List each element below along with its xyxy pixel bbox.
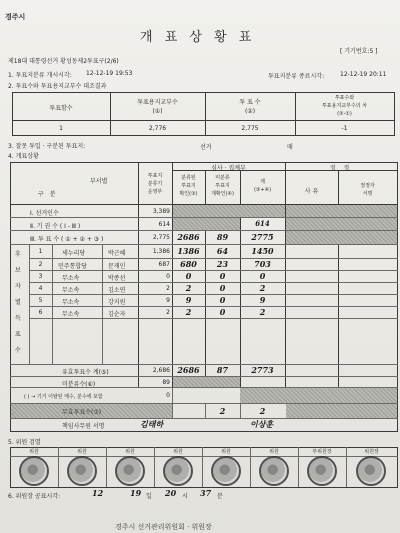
candidate-number: 6 [38, 309, 43, 316]
correction-column-header: 정 정 [329, 165, 353, 172]
announce-day-unit: 일 [146, 493, 152, 500]
section5-title: 5. 위원 검열 [8, 439, 41, 446]
candidate-name: 김순자 [108, 311, 126, 318]
candidate-total: 9 [259, 295, 266, 305]
candidate-party: 무소속 [62, 287, 80, 294]
candidate-reviewed: 9 [185, 295, 192, 305]
election-name: 제18대 대통령선거 황성동제2투표구(2/6) [8, 58, 119, 65]
member-label: 위원 [29, 449, 39, 455]
candidate-reviewed: 680 [180, 259, 197, 269]
votes-value: 2,775 [152, 234, 170, 241]
seal-stamp [115, 456, 145, 486]
candidate-total: 2 [259, 283, 266, 293]
candidate-party: 무소속 [62, 311, 80, 318]
candidate-section-label: 후보자별득표수 [15, 251, 21, 354]
electorate-label: Ⅰ. 선거인수 [30, 210, 59, 217]
candidate-classifier: 0 [166, 273, 170, 280]
electorate-value: 3,389 [152, 208, 170, 215]
section3-unit: 매 [287, 144, 293, 151]
end-time-label: 투표지분류 종료시각: [268, 73, 325, 80]
candidate-rechecked: 0 [219, 295, 226, 305]
category-column-header: 구 분 [38, 191, 58, 198]
candidate-classifier: 687 [158, 261, 170, 268]
candidate-classifier: 2 [166, 309, 170, 316]
invalid-votes-label: 무효투표수(⑦) [62, 409, 102, 416]
correction-reason-header: 사 유 [304, 188, 319, 195]
candidate-number: 1 [38, 248, 43, 255]
footer-text: 경주시 선거관리위원회 · 위원장 [115, 523, 212, 531]
votes-rechecked: 89 [216, 232, 229, 242]
candidate-reviewed: 2 [185, 307, 192, 317]
member-label: 위원 [173, 449, 183, 455]
issued-ballots-header: 투표용지교부수 (①) [137, 99, 178, 115]
candidate-party: 민주통합당 [58, 263, 87, 270]
member-label: 위원 [77, 449, 87, 455]
candidate-party: 새누리당 [62, 250, 86, 257]
candidate-name: 박근혜 [108, 250, 126, 257]
responsible-staff-signature: 김태하 [140, 419, 164, 429]
responsible-staff-label: 책임사무원 서명 [62, 423, 105, 430]
ejected-value: 0 [166, 392, 170, 399]
difference-value: -1 [341, 125, 348, 132]
announce-day: 19 [130, 488, 142, 498]
abstention-value: 614 [158, 221, 170, 228]
ejected-label: ( ) → 기기 이탈된 매수, 분수에 포함 [24, 394, 103, 400]
region-name: 경주시 [5, 13, 26, 21]
seal-stamp [307, 456, 337, 486]
responsible-staff-signature-2: 이상훈 [250, 419, 274, 429]
candidate-total: 0 [259, 271, 266, 281]
candidate-party: 무소속 [62, 275, 80, 282]
votes-reviewed: 2686 [177, 232, 200, 242]
ballot-box-count-header: 투표함수 [49, 105, 73, 112]
review-sub-header-3: 계 (③+④) [253, 179, 272, 193]
section3-election: 선거 [200, 144, 212, 151]
start-time-label: 1. 투표지분류 개시시각: [8, 72, 72, 79]
seal-stamp [19, 456, 49, 486]
candidate-rechecked: 0 [219, 271, 226, 281]
valid-votes-rechecked: 87 [216, 365, 229, 375]
review-sub-header-2: 미분류 투표지 재확인(④) [211, 175, 234, 197]
announce-hour: 20 [165, 488, 177, 498]
candidate-rechecked: 23 [216, 259, 229, 269]
member-label: 위원 [221, 449, 231, 455]
announce-minute-unit: 분 [217, 493, 223, 500]
unclassified-value: 89 [162, 379, 170, 386]
review-column-header: 심사 · 집계부 [211, 165, 246, 172]
candidate-rechecked: 0 [219, 283, 226, 293]
start-time: 12-12-19 19:53 [86, 70, 133, 77]
vice-chair-label: 부위원장 [312, 449, 332, 455]
review-sub-header-1: 분류된 투표지 확인(③) [179, 175, 198, 197]
invalid-votes-total: 2 [259, 406, 266, 416]
classifier-column-header: 투표지 분류기 운영부 [147, 173, 163, 195]
votes-total: 2775 [251, 232, 274, 242]
candidate-number: 3 [38, 273, 43, 280]
candidate-classifier: 2 [166, 285, 170, 292]
candidate-total: 1450 [251, 246, 274, 256]
page-title: 개 표 상 황 표 [140, 30, 256, 45]
seal-stamp [259, 456, 289, 486]
announce-minute: 37 [200, 488, 212, 498]
abstention-total: 614 [255, 219, 270, 228]
candidate-reviewed: 0 [185, 271, 192, 281]
valid-votes-label: 유효투표수 계(⑤) [62, 369, 109, 376]
candidate-total: 703 [254, 259, 271, 269]
valid-votes-total: 2773 [251, 365, 274, 375]
votes-cast: 2,775 [241, 125, 259, 132]
candidate-classifier: 1,386 [152, 248, 170, 255]
candidate-total: 2 [259, 307, 266, 317]
candidate-name: 김소연 [108, 287, 126, 294]
seal-stamp [163, 456, 193, 486]
votes-label: Ⅲ. 투 표 수 ( ① + ② + ③ ) [30, 236, 104, 243]
announce-month: 12 [92, 488, 104, 498]
votes-cast-header: 투 표 수 (②) [239, 99, 261, 115]
machine-number: [ 기기번호:5 ] [340, 48, 378, 55]
seal-stamp [67, 456, 97, 486]
difference-header: 투표수와 투표용지교부수의 차 (②-①) [321, 95, 368, 117]
candidate-number: 5 [38, 297, 43, 304]
candidate-reviewed: 2 [185, 283, 192, 293]
candidate-name: 박종선 [108, 275, 126, 282]
section2-title: 2. 투표수와 투표용지교부수 대조결과 [8, 83, 107, 90]
unclassified-label: 미분류수(⑥) [62, 381, 96, 388]
end-time: 12-12-19 20:11 [340, 71, 387, 78]
announce-hour-unit: 시 [182, 493, 188, 500]
seal-stamp [211, 456, 241, 486]
corrector-signature-header: 정정자 서명 [360, 183, 375, 197]
candidate-name: 강지원 [108, 299, 126, 306]
candidate-party: 무소속 [62, 299, 80, 306]
party-column-header: 부서별 [90, 178, 108, 185]
candidate-classifier: 9 [166, 297, 170, 304]
member-label: 위원 [269, 449, 279, 455]
candidate-rechecked: 0 [219, 307, 226, 317]
issued-ballots: 2,776 [148, 125, 167, 132]
section3-title: 3. 잘못 투입 · 구분된 투표지: [8, 143, 86, 150]
section6-title: 6. 위원장 공표시각: [8, 493, 61, 500]
valid-votes-reviewed: 2686 [177, 365, 200, 375]
member-label: 위원 [125, 449, 135, 455]
section4-title: 4. 개표상황 [8, 153, 39, 160]
invalid-votes-rechecked: 2 [219, 406, 226, 416]
chair-label: 위원장 [364, 449, 379, 455]
valid-votes-classifier: 2,686 [152, 367, 170, 374]
candidate-reviewed: 1386 [177, 246, 200, 256]
candidate-rechecked: 64 [216, 246, 229, 256]
seal-stamp [356, 456, 386, 486]
abstention-label: Ⅱ. 기 권 수 ( Ⅰ - Ⅲ ) [30, 223, 81, 230]
candidate-number: 2 [38, 261, 43, 268]
ballot-box-count: 1 [59, 125, 63, 132]
candidate-number: 4 [38, 285, 43, 292]
candidate-name: 문재인 [108, 263, 126, 270]
